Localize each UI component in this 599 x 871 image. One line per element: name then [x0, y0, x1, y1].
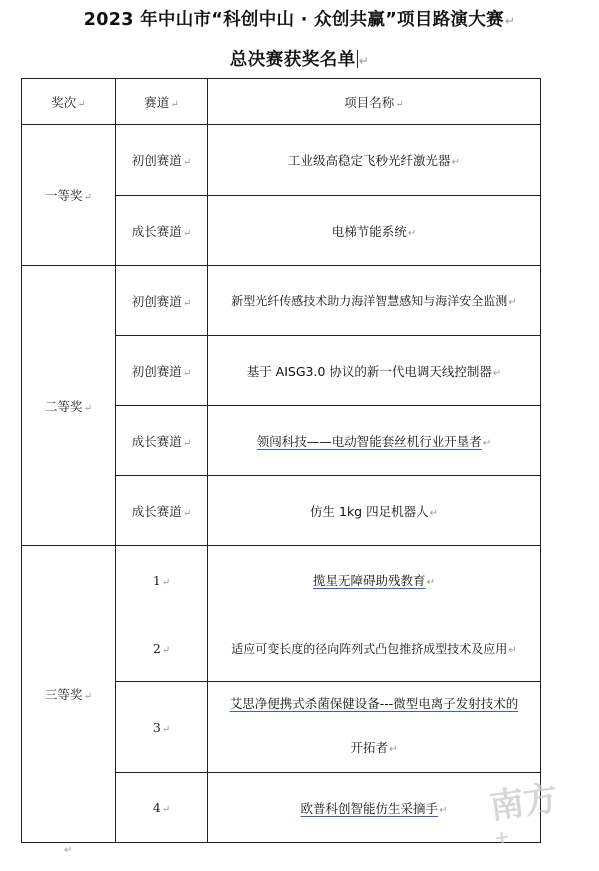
project-cell [208, 336, 541, 406]
rank-first-label: 一等奖 [45, 188, 83, 203]
paragraph-mark-icon: ↵ [439, 804, 448, 816]
table-row [22, 546, 541, 682]
paragraph-mark-icon: ↵ [451, 157, 460, 168]
track-cell [116, 476, 208, 546]
paragraph-mark-icon: ↵ [182, 157, 192, 168]
title-line2-text: 总决赛获奖名单 [229, 50, 356, 70]
paragraph-mark-icon: ↵ [77, 98, 86, 110]
project-line [208, 616, 540, 682]
paragraph-mark-icon: ↵ [161, 723, 171, 735]
project-line [208, 546, 540, 616]
project-cell [208, 406, 541, 476]
paragraph-mark-icon: ↵ [182, 437, 192, 449]
project-cell [208, 476, 541, 546]
table-row [22, 125, 541, 196]
track-label: 初创赛道 [131, 363, 182, 379]
paragraph-mark-icon: ↵ [508, 645, 517, 656]
paragraph-mark-icon: ↵ [482, 437, 492, 449]
paragraph-mark-icon: ↵ [426, 577, 435, 588]
paragraph-mark-icon: ↵ [182, 297, 192, 309]
track-number [116, 546, 207, 616]
paragraph-mark-icon: ↵ [170, 98, 179, 110]
watermark-text: 南方 [487, 778, 561, 828]
project-line [208, 682, 540, 726]
track-label: 1 [152, 573, 161, 588]
project-name: 欧普科创智能仿生采摘手 [300, 800, 439, 816]
title-line1-text: 2023 年中山市“科创中山 · 众创共赢”项目路演大赛 [83, 10, 504, 30]
track-cell [116, 682, 208, 773]
paragraph-mark-icon: ↵ [407, 227, 417, 239]
paragraph-mark-icon: ↵ [395, 98, 404, 110]
project-cell [208, 196, 541, 266]
track-label: 初创赛道 [131, 293, 182, 309]
track-label: 成长赛道 [131, 223, 182, 239]
watermark-logo [486, 769, 574, 850]
track-cell [116, 266, 208, 336]
document-title-line2 [0, 46, 599, 71]
track-cell [116, 125, 208, 196]
paragraph-mark-icon: ↵ [83, 192, 92, 203]
track-label: 2 [152, 641, 161, 656]
project-cell [208, 682, 541, 773]
project-name: 工业级高稳定飞秒光纤激光器 [288, 153, 451, 168]
paragraph-mark-icon: ↵ [182, 507, 192, 519]
header-rank [22, 79, 116, 125]
paragraph-mark-icon: ↵ [64, 845, 73, 856]
track-label: 3 [152, 719, 161, 735]
track-cell [116, 196, 208, 266]
project-name-cont: 开拓者 [350, 740, 389, 755]
paragraph-mark-icon: ↵ [182, 367, 192, 379]
track-label: 成长赛道 [131, 503, 182, 519]
document-title-line1 [0, 6, 599, 31]
paragraph-mark-icon: ↵ [161, 804, 171, 815]
track-number [116, 616, 207, 682]
project-name: 基于 AISG3.0 协议的新一代电调天线控制器 [246, 363, 492, 379]
rank-cell-third [22, 546, 116, 843]
paragraph-mark-icon: ↵ [358, 54, 370, 68]
table-row [22, 266, 541, 336]
rank-cell-second [22, 266, 116, 546]
rank-second-label: 二等奖 [45, 398, 83, 414]
project-line [208, 726, 540, 772]
project-cell [208, 266, 541, 336]
awards-table [21, 78, 541, 843]
project-name: 电梯节能系统 [331, 223, 407, 239]
rank-third-label: 三等奖 [45, 687, 83, 702]
watermark-plus: + [493, 826, 511, 850]
table-header-row [22, 79, 541, 125]
track-label: 初创赛道 [131, 153, 182, 168]
text-cursor [357, 50, 358, 68]
paragraph-mark-icon: ↵ [83, 691, 92, 702]
paragraph-mark-icon: ↵ [161, 577, 171, 588]
paragraph-mark-icon: ↵ [389, 744, 398, 755]
project-name: 领闯科技——电动智能套丝机行业开垦者 [256, 433, 482, 449]
paragraph-mark-icon: ↵ [504, 14, 516, 28]
project-name: 适应可变长度的径向阵列式凸包推挤成型技术及应用 [231, 642, 508, 656]
track-label: 4 [152, 800, 161, 815]
paragraph-mark-icon: ↵ [83, 402, 92, 414]
rank-cell-first [22, 125, 116, 266]
project-name: 新型光纤传感技术助力海洋智慧感知与海洋安全监测 [231, 294, 508, 308]
project-name: 揽星无障碍助残教育 [313, 573, 426, 588]
track-cell [116, 406, 208, 476]
header-rank-label: 奖次 [51, 94, 77, 110]
paragraph-mark-icon: ↵ [429, 507, 438, 519]
track-cell-merged [116, 546, 208, 682]
paragraph-mark-icon: ↵ [182, 227, 192, 239]
track-cell [116, 336, 208, 406]
project-cell [208, 125, 541, 196]
project-name: 仿生 1kg 四足机器人 [310, 503, 429, 519]
header-track [116, 79, 208, 125]
track-cell [116, 773, 208, 843]
track-label: 成长赛道 [131, 433, 182, 449]
project-cell-merged [208, 546, 541, 682]
project-name: 艾思净便携式杀菌保健设备---微型电离子发射技术的 [229, 696, 519, 711]
paragraph-mark-icon: ↵ [508, 297, 517, 308]
paragraph-mark-icon: ↵ [492, 367, 502, 379]
header-project [208, 79, 541, 125]
header-track-label: 赛道 [144, 94, 170, 110]
header-project-label: 项目名称 [344, 94, 395, 110]
paragraph-mark-icon: ↵ [161, 645, 171, 656]
